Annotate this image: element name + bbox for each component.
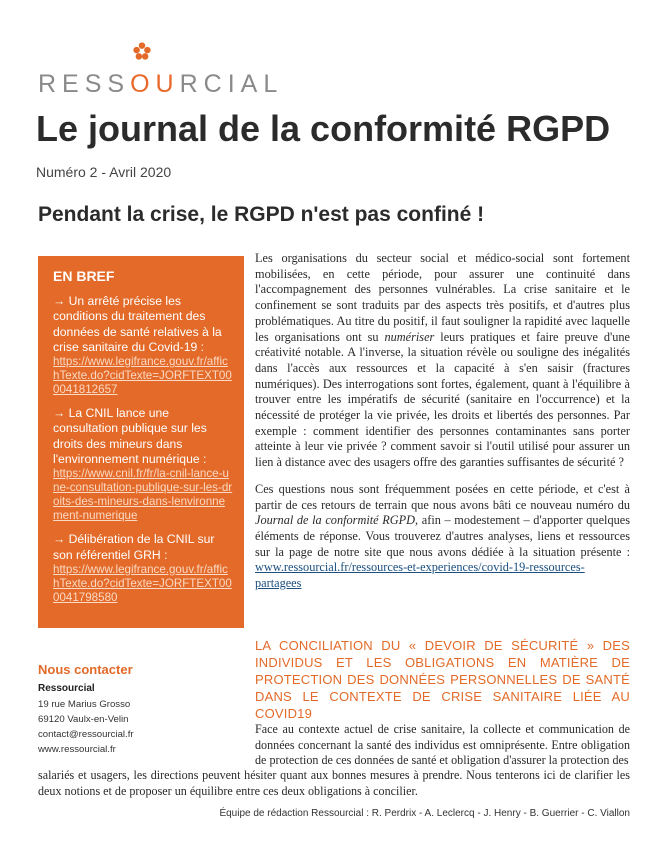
brief-link[interactable]: https://www.legifrance.gouv.fr/affichTexte.do?cidTexte=JORFTEXT000041812657 xyxy=(53,355,232,397)
article-headline: Pendant la crise, le RGPD n'est pas confiné ! xyxy=(38,203,485,226)
resources-link[interactable]: www.ressourcial.fr/ressources-et-experiences/covid-19-ressources-partagees xyxy=(255,560,585,591)
issue-number: Numéro 2 - Avril 2020 xyxy=(36,164,172,180)
article-paragraph: Ces questions nous sont fréquemment posées en cette période, et c'est à partir de ces retours de terrain que nous avons bâti ce nouveau numéro du Journal de la conformité RGPD, afin – modestement – d'apporter quelques éléments de réponse. Vous trouverez d'autres analyses, liens et ressources sur la page de notre site que nous avons dédiée à la situation présente : www.ressourcial.fr/ressources-et-experiences/covid-19-ressources-partagees xyxy=(255,481,630,591)
en-bref-heading: EN BREF xyxy=(53,268,115,284)
brief-item: → Un arrêté précise les conditions du traitement des données de santé relatives à la crise sanitaire du Covid-19 : https://www.legifrance.gouv.fr/affichTexte.do?cidTexte=JORFTEXT000041812657 xyxy=(53,294,234,397)
asterisk-flower-icon xyxy=(133,42,151,60)
article-paragraph: Les organisations du secteur social et médico-social sont fortement mobilisées, en cette période, pour assurer une continuité dans l'accompagnement des personnes vulnérables. La crise sanitaire et le confinement se sont traduits par des aspects très positifs, et d'autres plus problématiques. Au titre du positif, il faut souligner la rapidité avec laquelle les organisations ont su numériser leurs pratiques et faire preuve d'une créativité notable. A l'inverse, la situation révèle ou souligne des inégalités dans l'accès aux ressources et la capacité à s'en saisir (fractures numériques). Des interrogations sont fortes, également, quant à l'équilibre à trouver entre les impératifs de sécurité (sanitaire en l'occurrence) et la nécessité de protéger la vie privée, les droits et libertés des personnes. Par exemple : comment identifier des personnes contaminantes sans porter atteinte à leur vie privée ? comment savoir si l'outil utilisé pour assurer un lien à distance avec des usagers offre des garanties suffisantes de sécurité ? xyxy=(255,251,630,470)
editorial-credits: Équipe de rédaction Ressourcial : R. Perdrix - A. Leclercq - J. Henry - B. Guerrier - C. Viallon xyxy=(219,808,630,819)
contact-address: 19 rue Marius Grosso xyxy=(38,699,131,710)
section-title: LA CONCILIATION DU « DEVOIR DE SÉCURITÉ » DES INDIVIDUS ET LES OBLIGATIONS EN MATIÈRE DE PROTECTION DES DONNÉES PERSONNELLES DE SANTÉ DANS LE CONTEXTE DE CRISE SANITAIRE LIÉE AU COVID19 xyxy=(255,638,630,721)
brand-logo: RESSOURCIAL xyxy=(38,70,284,98)
section-paragraph-continued: salariés et usagers, les directions peuvent hésiter quant aux bonnes mesures à prendre. Nous tenterons ici de clarifier les deux notions et de proposer un équilibre entre ces deux obligations à concilier. xyxy=(38,768,630,798)
contact-website[interactable]: www.ressourcial.fr xyxy=(38,744,116,755)
brief-item: → Délibération de la CNIL sur son référentiel GRH : https://www.legifrance.gouv.fr/affichTexte.do?cidTexte=JORFTEXT000041798580 xyxy=(53,532,234,605)
contact-heading: Nous contacter xyxy=(38,662,133,677)
en-bref-box xyxy=(38,256,244,628)
contact-email[interactable]: contact@ressourcial.fr xyxy=(38,729,134,740)
main-article xyxy=(255,251,630,603)
brief-link[interactable]: https://www.cnil.fr/fr/la-cnil-lance-une-consultation-publique-sur-les-droits-des-mineurs-dans-lenvironnement-numerique xyxy=(53,467,233,523)
brief-link[interactable]: https://www.legifrance.gouv.fr/affichTexte.do?cidTexte=JORFTEXT000041798580 xyxy=(53,562,232,604)
section-paragraph: Face au contexte actuel de crise sanitaire, la collecte et communication de données concernant la santé des individus est omniprésente. Entre obligation de protection de ces données de santé et obligation d'assurer la protection des xyxy=(255,722,630,767)
contact-org: Ressourcial xyxy=(38,683,95,694)
contact-city: 69120 Vaulx-en-Velin xyxy=(38,714,129,725)
contact-block xyxy=(38,662,244,757)
brief-item: → La CNIL lance une consultation publique sur les droits des mineurs dans l'environnement numérique : https://www.cnil.fr/fr/la-cnil-lance-une-consultation-publique-sur-les-droits-des-mineurs-dans-lenvironnement-numerique xyxy=(53,406,233,523)
page-title: Le journal de la conformité RGPD xyxy=(36,108,611,149)
